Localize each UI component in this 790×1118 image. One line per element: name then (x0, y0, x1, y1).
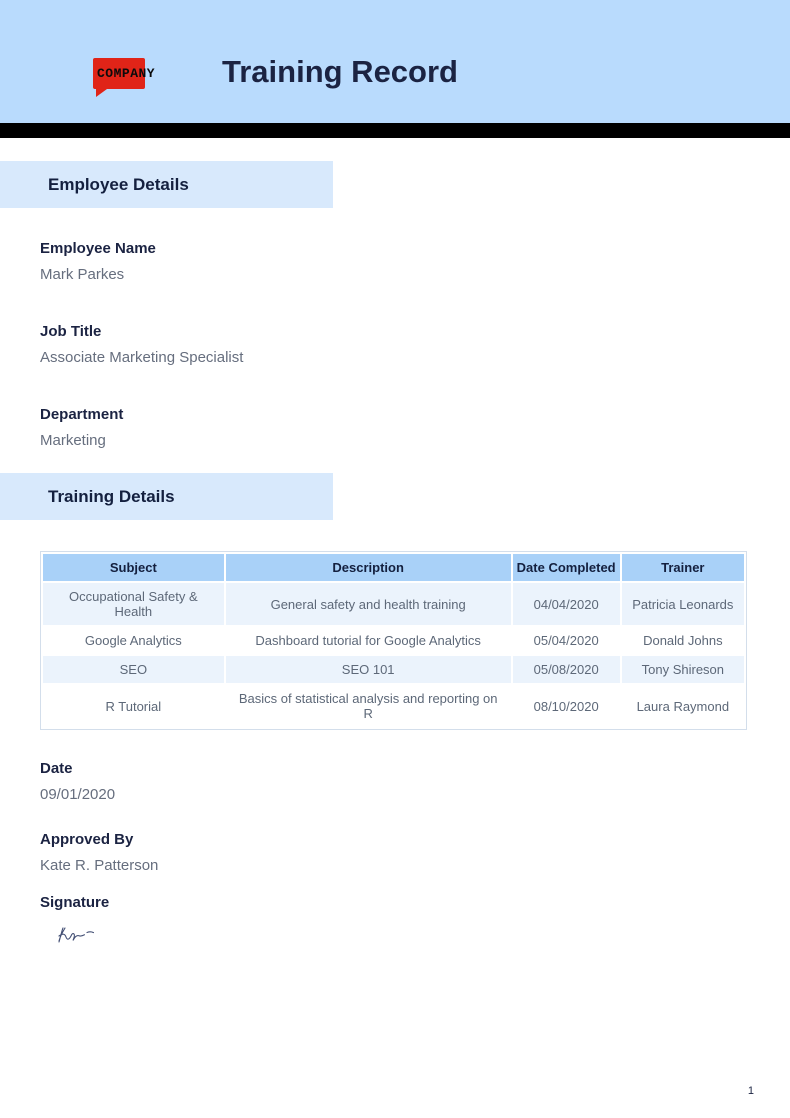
cell-subject: R Tutorial (105, 698, 162, 714)
employee-name-label: Employee Name (40, 240, 156, 257)
training-table (40, 551, 747, 730)
cell-trainer: Donald Johns (643, 633, 723, 648)
cell-description: SEO 101 (226, 656, 511, 683)
company-logo (93, 56, 173, 96)
job-title-value: Associate Marketing Specialist (40, 349, 244, 366)
page-header (0, 0, 790, 123)
logo-text: COMPANY (97, 66, 156, 81)
cell-date-completed: 05/08/2020 (513, 656, 620, 683)
cell-description: General safety and health training (226, 583, 511, 625)
date-label: Date (40, 760, 73, 777)
employee-name-field (40, 240, 790, 283)
cell-description: Basics of statistical analysis and reporting on R (238, 691, 498, 721)
job-title-label: Job Title (40, 323, 102, 340)
training-details-section-title: Training Details (48, 486, 175, 506)
approved-by-label: Approved By (40, 831, 134, 848)
employee-details-section-title: Employee Details (48, 174, 189, 194)
page-title: Training Record (222, 54, 458, 89)
page-number: 1 (747, 1085, 754, 1097)
cell-date-completed: 05/04/2020 (533, 633, 599, 648)
approved-by-field (40, 831, 790, 874)
cell-description: Dashboard tutorial for Google Analytics (255, 633, 481, 648)
cell-subject: SEO (43, 656, 224, 683)
table-row (43, 656, 744, 683)
cell-trainer: Tony Shireson (622, 656, 744, 683)
signature-image (55, 925, 101, 947)
table-header-row (43, 554, 744, 581)
header-divider-bar (0, 123, 790, 138)
employee-details-section-header (0, 161, 333, 208)
department-label: Department (40, 406, 124, 423)
cell-subject: Google Analytics (84, 633, 182, 648)
signature-field (40, 894, 790, 947)
job-title-field (40, 323, 790, 366)
cell-trainer: Laura Raymond (636, 698, 730, 714)
signature-label: Signature (40, 894, 110, 911)
date-value: 09/01/2020 (40, 786, 116, 803)
training-details-section-header (0, 473, 333, 520)
approval-section (40, 760, 790, 947)
employee-fields (40, 240, 790, 449)
cell-subject: Occupational Safety & Health (43, 583, 224, 625)
table-row (43, 583, 744, 625)
cell-date-completed: 08/10/2020 (533, 698, 599, 714)
cell-date-completed: 04/04/2020 (513, 583, 620, 625)
cell-trainer: Patricia Leonards (622, 583, 744, 625)
column-header-trainer: Trainer (622, 554, 744, 581)
approved-by-value: Kate R. Patterson (40, 857, 159, 874)
date-field (40, 760, 790, 803)
column-header-subject: Subject (43, 554, 224, 581)
table-row (43, 685, 744, 727)
column-header-description: Description (226, 554, 511, 581)
department-field (40, 406, 790, 449)
department-value: Marketing (40, 432, 106, 449)
column-header-date-completed: Date Completed (513, 554, 620, 581)
table-row (43, 627, 744, 654)
employee-name-value: Mark Parkes (40, 266, 125, 283)
